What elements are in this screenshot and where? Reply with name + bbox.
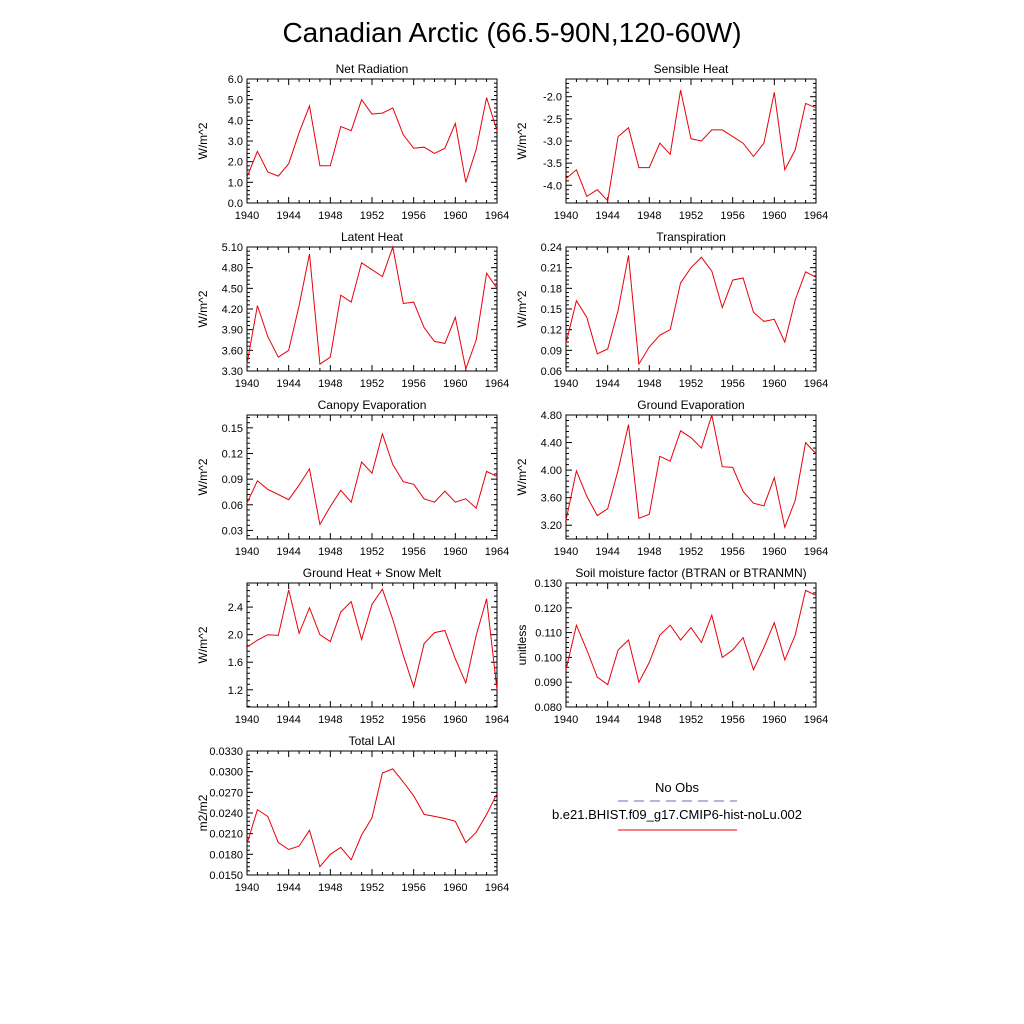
y-tick-label: 0.110 (535, 627, 562, 640)
panel-title: Sensible Heat (653, 62, 729, 76)
y-tick-label: 0.0180 (209, 849, 243, 862)
panel-6 (515, 398, 828, 558)
x-tick-label: 1952 (359, 882, 385, 894)
panel-title: Latent Heat (340, 230, 404, 244)
x-tick-label: 1956 (401, 882, 426, 894)
y-tick-label: 0.09 (540, 345, 562, 358)
plot-frame (247, 247, 497, 371)
x-tick-label: 1940 (234, 378, 260, 390)
x-tick-label: 1940 (234, 714, 260, 726)
x-tick-label: 1952 (678, 546, 704, 558)
x-tick-label: 1944 (276, 378, 301, 390)
y-tick-label: 0.09 (221, 474, 243, 487)
y-tick-label: 3.20 (540, 520, 562, 533)
y-tick-label: 0.21 (540, 262, 562, 275)
plot-frame (247, 751, 497, 875)
x-tick-label: 1948 (318, 210, 343, 222)
y-tick-label: 3.90 (221, 324, 243, 337)
y-tick-label: -2.5 (543, 113, 562, 126)
legend (552, 780, 802, 830)
y-axis-label: W/m^2 (196, 290, 210, 328)
series-line (566, 255, 816, 364)
x-tick-label: 1952 (678, 378, 704, 390)
x-tick-label: 1948 (637, 378, 662, 390)
y-tick-label: 5.10 (221, 242, 243, 254)
x-tick-label: 1956 (401, 378, 426, 390)
x-tick-label: 1940 (553, 378, 579, 390)
x-tick-label: 1960 (762, 546, 787, 558)
x-tick-label: 1964 (484, 378, 510, 390)
x-tick-label: 1964 (803, 378, 829, 390)
x-tick-label: 1960 (762, 378, 787, 390)
x-tick-label: 1944 (595, 714, 620, 726)
x-tick-label: 1948 (318, 546, 343, 558)
x-tick-label: 1944 (595, 210, 620, 222)
x-tick-label: 1952 (359, 714, 385, 726)
y-tick-label: -4.0 (543, 180, 562, 193)
x-tick-label: 1944 (276, 882, 301, 894)
series-line (566, 590, 816, 684)
y-tick-label: 0.18 (540, 283, 562, 296)
x-tick-label: 1956 (720, 378, 745, 390)
x-tick-label: 1960 (443, 882, 468, 894)
series-line (247, 247, 497, 369)
plot-frame (566, 79, 816, 203)
y-tick-label: 0.24 (540, 242, 562, 254)
panel-title: Ground Heat + Snow Melt (302, 566, 442, 580)
y-tick-label: 5.0 (227, 94, 243, 107)
y-tick-label: 0.0150 (209, 870, 243, 882)
y-tick-label: -3.0 (543, 136, 562, 148)
y-tick-label: 4.80 (221, 262, 243, 275)
y-tick-label: 1.0 (227, 177, 243, 190)
x-tick-label: 1940 (553, 546, 579, 558)
x-tick-label: 1948 (318, 378, 343, 390)
y-tick-label: 0.080 (534, 702, 562, 714)
panel-8 (515, 566, 828, 726)
x-tick-label: 1956 (401, 714, 426, 726)
x-tick-label: 1940 (234, 546, 260, 558)
figure-title: Canadian Arctic (66.5-90N,120-60W) (282, 17, 742, 48)
y-tick-label: 6.0 (227, 74, 243, 86)
y-tick-label: 0.03 (221, 525, 243, 538)
y-tick-label: 0.100 (534, 652, 562, 665)
panel-5 (196, 398, 509, 558)
y-tick-label: 0.0270 (209, 787, 243, 800)
panel-title: Net Radiation (335, 62, 409, 76)
x-tick-label: 1952 (678, 210, 704, 222)
y-axis-label: W/m^2 (515, 290, 529, 328)
y-tick-label: -3.5 (543, 158, 562, 171)
series-line (247, 769, 497, 867)
y-tick-label: 0.0300 (209, 766, 243, 779)
x-tick-label: 1956 (720, 714, 745, 726)
panel-4 (515, 230, 828, 390)
panel-9 (196, 734, 509, 894)
series-line (247, 98, 497, 183)
y-axis-label: W/m^2 (515, 122, 529, 160)
y-tick-label: 4.50 (221, 283, 243, 296)
y-tick-label: 0.090 (534, 677, 562, 690)
series-line (247, 434, 497, 525)
legend-model-label: b.e21.BHIST.f09_g17.CMIP6-hist-noLu.002 (551, 807, 803, 822)
x-tick-label: 1964 (803, 714, 829, 726)
x-tick-label: 1960 (762, 210, 787, 222)
x-tick-label: 1960 (443, 546, 468, 558)
panels (196, 62, 828, 894)
y-tick-label: 0.130 (534, 578, 562, 590)
panel-title: Soil moisture factor (BTRAN or BTRANMN) (575, 566, 807, 580)
x-tick-label: 1944 (276, 546, 301, 558)
x-tick-label: 1948 (637, 546, 662, 558)
x-tick-label: 1960 (443, 378, 468, 390)
plot-frame (566, 247, 816, 371)
x-tick-label: 1964 (484, 714, 510, 726)
x-tick-label: 1948 (637, 210, 662, 222)
x-tick-label: 1948 (318, 714, 343, 726)
plot-frame (247, 79, 497, 203)
x-tick-label: 1952 (359, 546, 385, 558)
x-tick-label: 1956 (401, 210, 426, 222)
y-axis-label: W/m^2 (515, 458, 529, 496)
plot-frame (247, 415, 497, 539)
y-tick-label: 4.80 (540, 410, 562, 422)
panel-2 (515, 62, 828, 222)
panel-title: Total LAI (348, 734, 396, 748)
legend-obs-label: No Obs (654, 780, 700, 795)
y-tick-label: 0.0210 (209, 828, 243, 841)
y-tick-label: 0.12 (221, 448, 243, 461)
y-tick-label: 4.40 (540, 437, 562, 450)
y-tick-label: 1.6 (227, 657, 243, 670)
y-tick-label: 4.0 (227, 115, 243, 128)
panel-3 (196, 230, 509, 390)
x-tick-label: 1964 (803, 210, 829, 222)
x-tick-label: 1944 (276, 210, 301, 222)
y-tick-label: 3.60 (540, 492, 562, 505)
y-axis-label: W/m^2 (196, 626, 210, 664)
plot-frame (247, 583, 497, 707)
y-tick-label: 2.0 (227, 629, 243, 642)
y-axis-label: m2/m2 (196, 794, 210, 832)
y-tick-label: -2.0 (543, 91, 562, 104)
panel-title: Canopy Evaporation (317, 398, 427, 412)
plot-frame (566, 583, 816, 707)
y-tick-label: 2.0 (227, 156, 243, 169)
x-tick-label: 1944 (595, 378, 620, 390)
x-tick-label: 1944 (595, 546, 620, 558)
y-tick-label: 4.20 (221, 304, 243, 316)
panel-title: Ground Evaporation (637, 398, 745, 412)
x-tick-label: 1940 (553, 714, 579, 726)
x-tick-label: 1944 (276, 714, 301, 726)
x-tick-label: 1964 (484, 882, 510, 894)
y-tick-label: 0.0240 (209, 808, 243, 820)
x-tick-label: 1948 (318, 882, 343, 894)
x-tick-label: 1964 (484, 210, 510, 222)
series-line (566, 90, 816, 201)
y-tick-label: 2.4 (227, 602, 243, 615)
y-tick-label: 1.2 (227, 684, 243, 697)
x-tick-label: 1952 (359, 378, 385, 390)
x-tick-label: 1956 (720, 210, 745, 222)
y-axis-label: W/m^2 (196, 458, 210, 496)
y-tick-label: 0.12 (540, 324, 562, 337)
y-axis-label: W/m^2 (196, 122, 210, 160)
y-tick-label: 3.30 (221, 366, 243, 378)
y-tick-label: 0.06 (221, 499, 243, 512)
x-tick-label: 1952 (678, 714, 704, 726)
x-tick-label: 1960 (443, 210, 468, 222)
series-line (566, 415, 816, 527)
x-tick-label: 1952 (359, 210, 385, 222)
y-tick-label: 0.15 (540, 304, 562, 316)
x-tick-label: 1940 (553, 210, 579, 222)
y-tick-label: 3.60 (221, 345, 243, 358)
y-tick-label: 0.06 (540, 366, 562, 378)
x-tick-label: 1940 (234, 210, 260, 222)
y-tick-label: 3.0 (227, 136, 243, 148)
y-tick-label: 0.0330 (209, 746, 243, 758)
panel-1 (196, 62, 509, 222)
x-tick-label: 1956 (720, 546, 745, 558)
x-tick-label: 1960 (443, 714, 468, 726)
y-tick-label: 0.0 (227, 198, 243, 210)
x-tick-label: 1956 (401, 546, 426, 558)
y-tick-label: 0.120 (534, 602, 562, 615)
series-line (247, 589, 497, 690)
x-tick-label: 1948 (637, 714, 662, 726)
x-tick-label: 1960 (762, 714, 787, 726)
y-tick-label: 0.15 (221, 422, 243, 435)
x-tick-label: 1964 (803, 546, 829, 558)
x-tick-label: 1964 (484, 546, 510, 558)
plot-frame (566, 415, 816, 539)
x-tick-label: 1940 (234, 882, 260, 894)
panel-7 (196, 566, 509, 726)
y-tick-label: 4.00 (540, 465, 562, 478)
y-axis-label: unitless (515, 624, 529, 666)
panel-title: Transpiration (656, 230, 726, 244)
